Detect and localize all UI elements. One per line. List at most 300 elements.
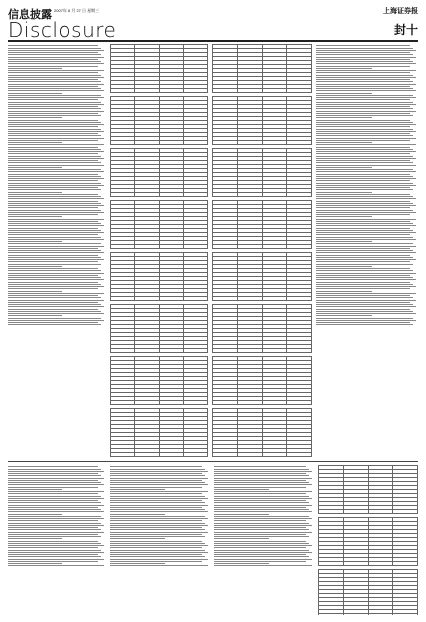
text-line [316,255,410,256]
text-line [214,502,309,503]
text-line [110,529,205,530]
text-line [8,93,62,94]
text-line [8,273,104,274]
text-line [316,88,413,89]
text-line [316,230,413,231]
text-line [8,106,98,107]
text-line [8,95,101,96]
text-line [316,225,416,226]
text-line [8,518,104,519]
text-line [8,541,98,542]
text-line [316,84,416,85]
text-line [8,496,101,497]
text-line [214,471,312,472]
text-line [316,318,413,319]
text-line [8,192,62,193]
text-line [214,466,306,467]
text-line [8,187,98,188]
text-line [214,538,269,539]
text-line [316,194,410,195]
text-line [316,315,372,316]
text-line [316,207,410,208]
text-line [8,311,101,312]
text-line [316,201,410,202]
text-line [110,475,205,476]
text-line [316,52,410,53]
text-line [316,133,410,134]
text-line [8,534,98,535]
text-line [214,509,309,510]
text-line [8,545,104,546]
text-line [110,466,202,467]
text-line [316,228,410,229]
text-line [8,246,104,247]
text-line [316,149,413,150]
text-line [110,473,202,474]
text-line [110,484,208,485]
data-table [110,356,208,405]
text-line [8,500,98,501]
text-line [8,111,104,112]
data-table [318,569,418,615]
text-line [214,478,312,479]
text-line [110,482,205,483]
text-line [316,142,372,143]
text-line [214,482,309,483]
text-line [316,131,416,132]
text-line [8,194,98,195]
text-line [8,306,104,307]
text-line [214,487,306,488]
text-line [8,120,98,121]
text-line [110,559,208,560]
text-line [8,162,101,163]
text-line [110,523,205,524]
column-3 [212,44,312,459]
text-line [110,507,202,508]
text-line [214,518,312,519]
text-line [316,232,416,233]
text-line [316,180,410,181]
text-line [316,187,410,188]
text-line [316,169,413,170]
text-line [316,189,413,190]
text-line [214,489,269,490]
newspaper-logo: 上海证券报 [383,6,418,15]
text-line [8,210,101,211]
text-line [316,324,413,325]
text-line [316,203,413,204]
text-line [316,59,410,60]
text-line [8,502,101,503]
text-line [316,259,416,260]
text-line [8,466,98,467]
text-line [8,113,98,114]
text-line [8,543,101,544]
text-line [110,518,208,519]
text-line [110,552,208,553]
text-line [316,122,413,123]
text-line [8,75,101,76]
text-line [8,228,98,229]
text-line [316,75,413,76]
text-line [214,547,306,548]
text-line [110,471,208,472]
text-line [8,532,104,533]
text-line [8,507,98,508]
data-table [110,252,208,301]
text-line [214,484,312,485]
text-line [316,277,413,278]
text-line [316,270,413,271]
data-table [212,44,312,93]
text-line [8,304,101,305]
data-table [212,252,312,301]
text-line [8,237,101,238]
text-line [8,196,101,197]
text-line [8,489,62,490]
text-line [8,59,98,60]
data-table [212,200,312,249]
text-line [316,178,416,179]
text-line [8,484,104,485]
data-table [110,44,208,93]
data-table [212,148,312,197]
text-line [316,300,416,301]
text-line [316,140,410,141]
text-line [214,511,312,512]
text-line [214,561,306,562]
text-line [110,511,208,512]
text-line [8,189,101,190]
text-line [110,532,208,533]
text-line [316,304,413,305]
text-line [316,322,410,323]
column-1 [8,44,106,459]
text-line [8,529,101,530]
text-line [110,502,205,503]
text-line [316,221,410,222]
text-line [110,527,202,528]
text-line [8,66,98,67]
text-line [8,322,98,323]
text-line [316,151,416,152]
text-line [8,525,104,526]
text-line [8,203,101,204]
text-line [316,198,416,199]
text-line [8,90,104,91]
text-line [316,246,416,247]
text-line [8,493,98,494]
text-line [316,104,416,105]
text-line [8,97,104,98]
text-line [8,478,104,479]
text-line [316,171,416,172]
text-line [316,93,372,94]
text-line [8,259,104,260]
text-line [8,320,104,321]
text-line [110,478,208,479]
text-line [8,214,98,215]
text-line [214,543,309,544]
text-line [316,61,413,62]
text-line [316,279,416,280]
text-line [316,117,372,118]
text-line [8,72,98,73]
text-line [8,302,98,303]
data-table [212,408,312,457]
text-line [8,122,101,123]
text-line [8,174,98,175]
text-line [316,99,410,100]
data-table [212,96,312,145]
text-line [8,300,104,301]
text-line [110,554,202,555]
text-line [8,554,98,555]
text-line [110,480,202,481]
text-line [316,45,410,46]
text-line [316,291,372,292]
text-line [110,493,202,494]
text-line [316,115,413,116]
text-line [316,309,410,310]
text-line [316,196,413,197]
text-line [8,221,98,222]
text-line [316,282,410,283]
text-line [8,61,101,62]
text-line [214,498,312,499]
text-line [316,54,413,55]
data-table [318,465,418,514]
text-line [8,291,62,292]
text-line [214,565,312,566]
text-line [316,234,410,235]
text-line [110,509,205,510]
text-line [8,160,98,161]
text-line [8,84,104,85]
text-line [8,268,98,269]
text-line [316,72,410,73]
text-line [316,97,416,98]
text-line [316,135,413,136]
text-line [110,538,165,539]
text-line [8,473,98,474]
text-line [316,250,413,251]
text-line [214,532,312,533]
text-line [8,225,104,226]
text-line [8,498,104,499]
text-line [8,115,101,116]
text-line [316,241,372,242]
text-line [214,473,306,474]
text-line [316,306,416,307]
text-line [316,77,416,78]
text-line [8,482,101,483]
text-line [316,147,410,148]
text-line [8,86,98,87]
text-line [214,469,309,470]
text-line [316,185,416,186]
text-line [214,496,309,497]
text-line [8,133,98,134]
text-line [316,86,410,87]
text-line [214,493,306,494]
text-line [8,270,101,271]
text-line [8,54,101,55]
text-line [316,273,416,274]
page-title: Disclosure [8,18,117,42]
text-line [8,178,104,179]
text-line [8,487,98,488]
text-line [8,185,104,186]
text-line [8,282,98,283]
text-line [8,243,101,244]
text-line [8,279,104,280]
text-line [110,561,202,562]
text-line [8,70,104,71]
text-line [316,223,413,224]
text-line [214,525,312,526]
text-line [214,491,312,492]
text-line [8,156,101,157]
text-line [316,210,413,211]
text-line [316,219,416,220]
text-line [316,68,372,69]
data-table [212,304,312,353]
text-line [8,171,104,172]
text-line [110,543,205,544]
text-line [8,45,98,46]
text-line [214,514,269,515]
text-line [8,563,62,564]
text-line [8,514,62,515]
text-line [316,264,413,265]
text-line [110,496,205,497]
text-line [316,106,410,107]
text-line [316,144,416,145]
text-line [8,232,104,233]
text-line [110,516,205,517]
text-line [8,324,101,325]
text-line [316,248,410,249]
text-line [316,57,416,58]
section-divider [8,461,418,462]
text-line [8,293,104,294]
text-line [8,151,104,152]
text-line [8,252,104,253]
text-line [8,223,101,224]
text-line [316,243,413,244]
text-line [110,545,208,546]
text-line [316,95,413,96]
text-line [316,286,416,287]
text-line [8,205,104,206]
text-line [8,77,104,78]
text-line [8,176,101,177]
text-line [8,198,104,199]
text-line [8,99,98,100]
text-line [8,126,98,127]
text-line [214,536,309,537]
text-line [316,311,413,312]
text-line [8,275,98,276]
text-line [8,257,101,258]
text-line [110,489,165,490]
text-line [316,216,372,217]
text-line [8,149,101,150]
text-line [8,491,104,492]
text-line [8,169,101,170]
text-line [316,113,410,114]
text-line [214,527,306,528]
text-line [8,140,98,141]
text-line [8,68,62,69]
text-line [8,469,101,470]
text-line [316,293,416,294]
text-line [214,541,306,542]
text-line [214,563,269,564]
section-name: 信息披露 [8,8,52,21]
text-line [8,219,104,220]
text-line [8,516,101,517]
text-line [8,309,98,310]
text-line [8,318,101,319]
page-number: 封十 [393,23,418,37]
text-line [214,552,312,553]
text-line [8,550,101,551]
text-line [8,81,101,82]
data-table [110,304,208,353]
text-line [8,523,101,524]
text-line [214,554,306,555]
text-line [8,480,98,481]
text-line [8,527,98,528]
text-line [316,153,410,154]
text-line [8,250,101,251]
text-line [8,135,101,136]
text-line [110,469,205,470]
text-line [8,286,104,287]
text-line [8,57,104,58]
column-2 [110,44,208,459]
text-line [8,536,101,537]
text-line [8,88,101,89]
text-line [110,534,202,535]
text-line [316,313,416,314]
text-line [8,138,104,139]
text-line [8,183,101,184]
text-line [316,138,416,139]
text-line [8,295,98,296]
text-line [214,520,306,521]
text-line [8,552,104,553]
text-line [316,120,410,121]
text-line [110,563,165,564]
text-line [316,50,416,51]
text-line [110,487,202,488]
text-line [316,124,416,125]
text-line [316,257,413,258]
text-line [8,48,101,49]
text-line [316,212,416,213]
text-line [8,158,104,159]
text-line [8,559,104,560]
data-table [212,356,312,405]
text-line [8,248,98,249]
text-line [316,295,410,296]
text-line [316,162,413,163]
text-line [214,534,306,535]
